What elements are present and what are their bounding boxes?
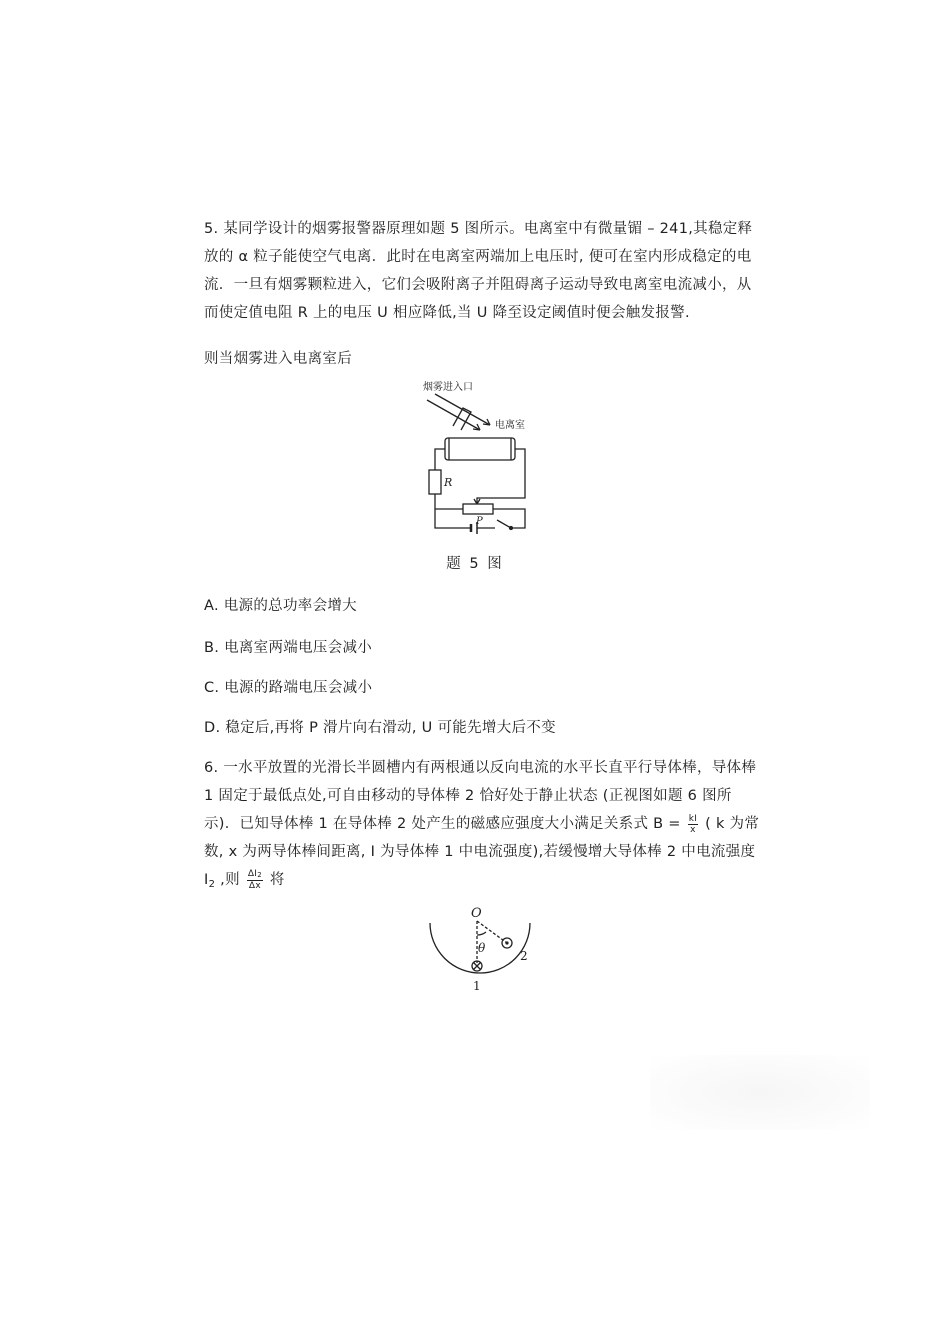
q6-stem-part4: 将 <box>269 872 285 888</box>
ionization-chamber <box>445 438 515 460</box>
ratio-numerator <box>247 869 263 881</box>
rod-1-label: 1 <box>473 979 481 993</box>
chamber-label: 电离室 <box>495 420 525 431</box>
option-d: D. 稳定后,再将 P 滑片向右滑动, U 可能先增大后不变 <box>204 720 556 736</box>
ratio-denominator: Δx <box>248 881 261 891</box>
rod-2-label: 2 <box>520 949 528 963</box>
resistor-r <box>429 470 441 494</box>
inlet-tube <box>453 408 471 430</box>
ratio-fraction <box>247 869 263 891</box>
scan-smudge <box>650 1055 870 1130</box>
formula-b-denominator: x <box>690 824 696 835</box>
slider-label: P <box>476 516 483 527</box>
rheostat <box>463 504 493 514</box>
question-5-stem: 5. 某同学设计的烟雾报警器原理如题 5 图所示。电离室中有微量镅 – 241,其稳定释放的 α 粒子能使空气电离．此时在电离室两端加上电压时, 便可在室内形成稳定的电流．一旦有烟雾颗粒进入，它们会吸附离子并阻碍离子运动导致电离室电流减小，从而使定值电阻 R 上的电压 U 相应降低,当 U 降至设定阈值时便会触发报警. <box>204 221 753 321</box>
figure-5-caption: 题 5 图 <box>446 556 504 572</box>
current-subscript: 2 <box>208 879 216 890</box>
formula-b-fraction <box>688 814 698 835</box>
q6-stem-part1: 6. 一水平放置的光滑长半圆槽内有两根通以反向电流的水平长直平行导体棒，导体棒 1 固定于最低点处,可自由移动的导体棒 2 恰好处于静止状态 (正视图如题 6 图所示)．已知导体棒 1 在导体棒 2 处产生的磁感应强度大小满足关系式 B = <box>204 760 757 832</box>
figure-6-trough <box>420 905 540 1000</box>
option-b: B. 电离室两端电压会减小 <box>204 640 373 656</box>
ratio-numerator-sub: 2 <box>257 871 262 879</box>
angle-label-theta: θ <box>478 941 486 955</box>
switch <box>497 520 511 528</box>
current-symbol: I <box>204 872 209 888</box>
formula-b-numerator: kI <box>688 813 698 824</box>
q6-stem-part2: ( k 为常数, x 为两导体棒间距离, I 为导体棒 1 中电流强度),若缓慢增大导体棒 2 中电流强度 <box>204 816 760 860</box>
option-a: A. 电源的总功率会增大 <box>204 598 357 614</box>
option-c: C. 电源的路端电压会减小 <box>204 680 373 696</box>
q6-stem-part3: ,则 <box>220 872 240 888</box>
resistor-label: R <box>444 476 453 489</box>
question-6-stem <box>204 754 764 899</box>
figure-5-circuit <box>405 378 555 538</box>
inlet-label: 烟雾进入口 <box>423 382 473 393</box>
center-label-o: O <box>471 906 482 921</box>
ratio-numerator-text: ΔI <box>247 869 258 879</box>
question-5-lead: 则当烟雾进入电离室后 <box>204 351 352 367</box>
